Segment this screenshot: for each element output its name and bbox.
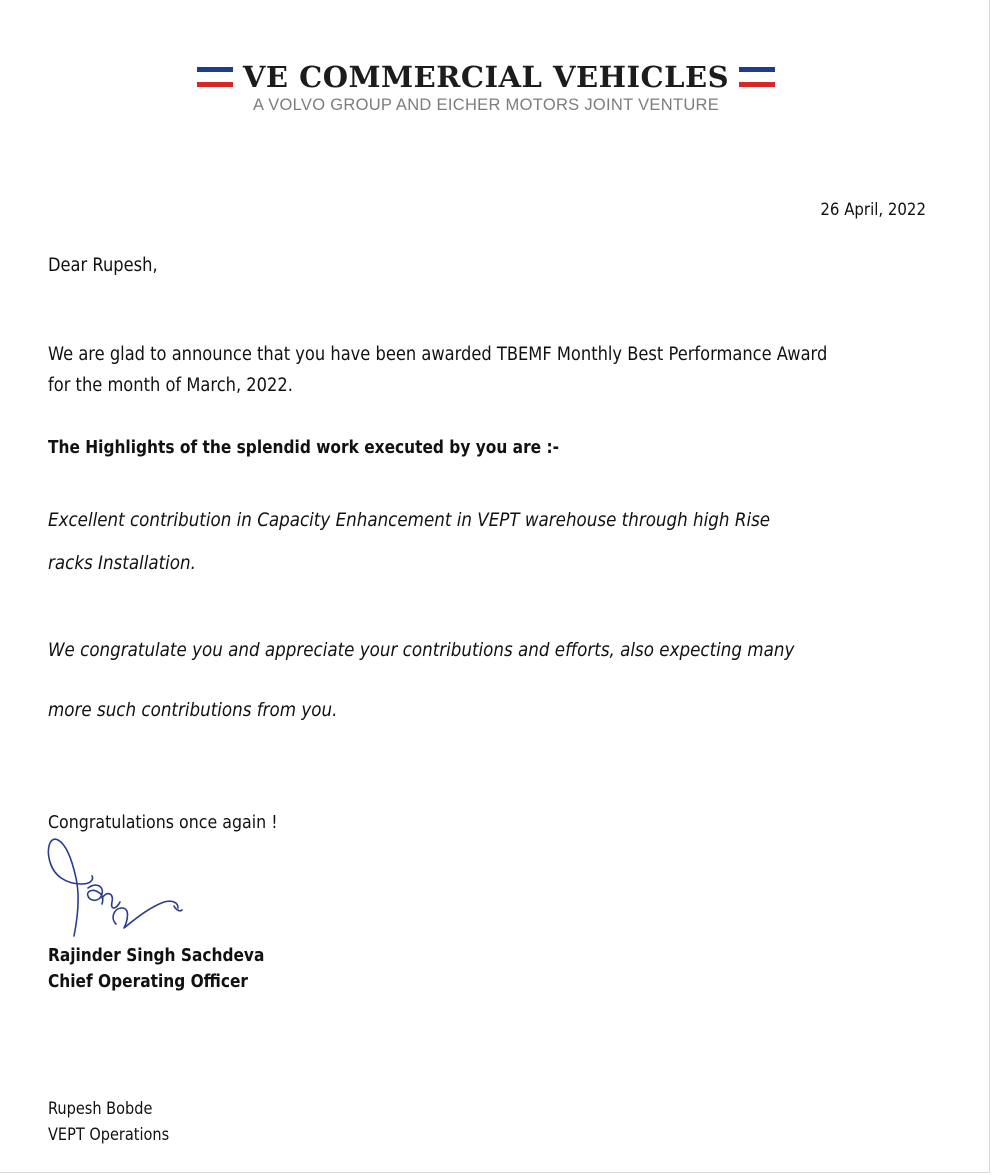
- signatory-title: Chief Operating Officer: [48, 972, 249, 992]
- signature-icon: [44, 836, 194, 944]
- congrats-line-1: We congratulate you and appreciate your contributions and efforts, also expecting many: [48, 639, 795, 661]
- company-logo: [0, 60, 972, 94]
- highlights-heading: The Highlights of the splendid work executed by you are :-: [48, 438, 560, 458]
- flag-left-icon: [197, 67, 233, 87]
- company-tagline: A VOLVO GROUP AND EICHER MOTORS JOINT VENTURE: [252, 96, 720, 114]
- salutation: Dear Rupesh,: [48, 255, 158, 276]
- letter-date: 26 April, 2022: [820, 200, 926, 220]
- announcement-line-1: We are glad to announce that you have been awarded TBEMF Monthly Best Performance Award: [48, 344, 828, 365]
- announcement-line-2: for the month of March, 2022.: [48, 375, 293, 396]
- recipient-name: Rupesh Bobde: [48, 1099, 153, 1118]
- flag-right-icon: [739, 67, 775, 87]
- highlight-line-2: racks Installation.: [48, 552, 196, 574]
- signatory-name: Rajinder Singh Sachdeva: [48, 946, 265, 966]
- congrats-line-2: more such contributions from you.: [48, 699, 338, 721]
- closing-line: Congratulations once again !: [48, 812, 278, 833]
- highlight-line-1: Excellent contribution in Capacity Enhancement in VEPT warehouse through high Rise: [48, 509, 771, 531]
- company-name: VE COMMERCIAL VEHICLES: [242, 60, 730, 94]
- recipient-department: VEPT Operations: [48, 1125, 170, 1144]
